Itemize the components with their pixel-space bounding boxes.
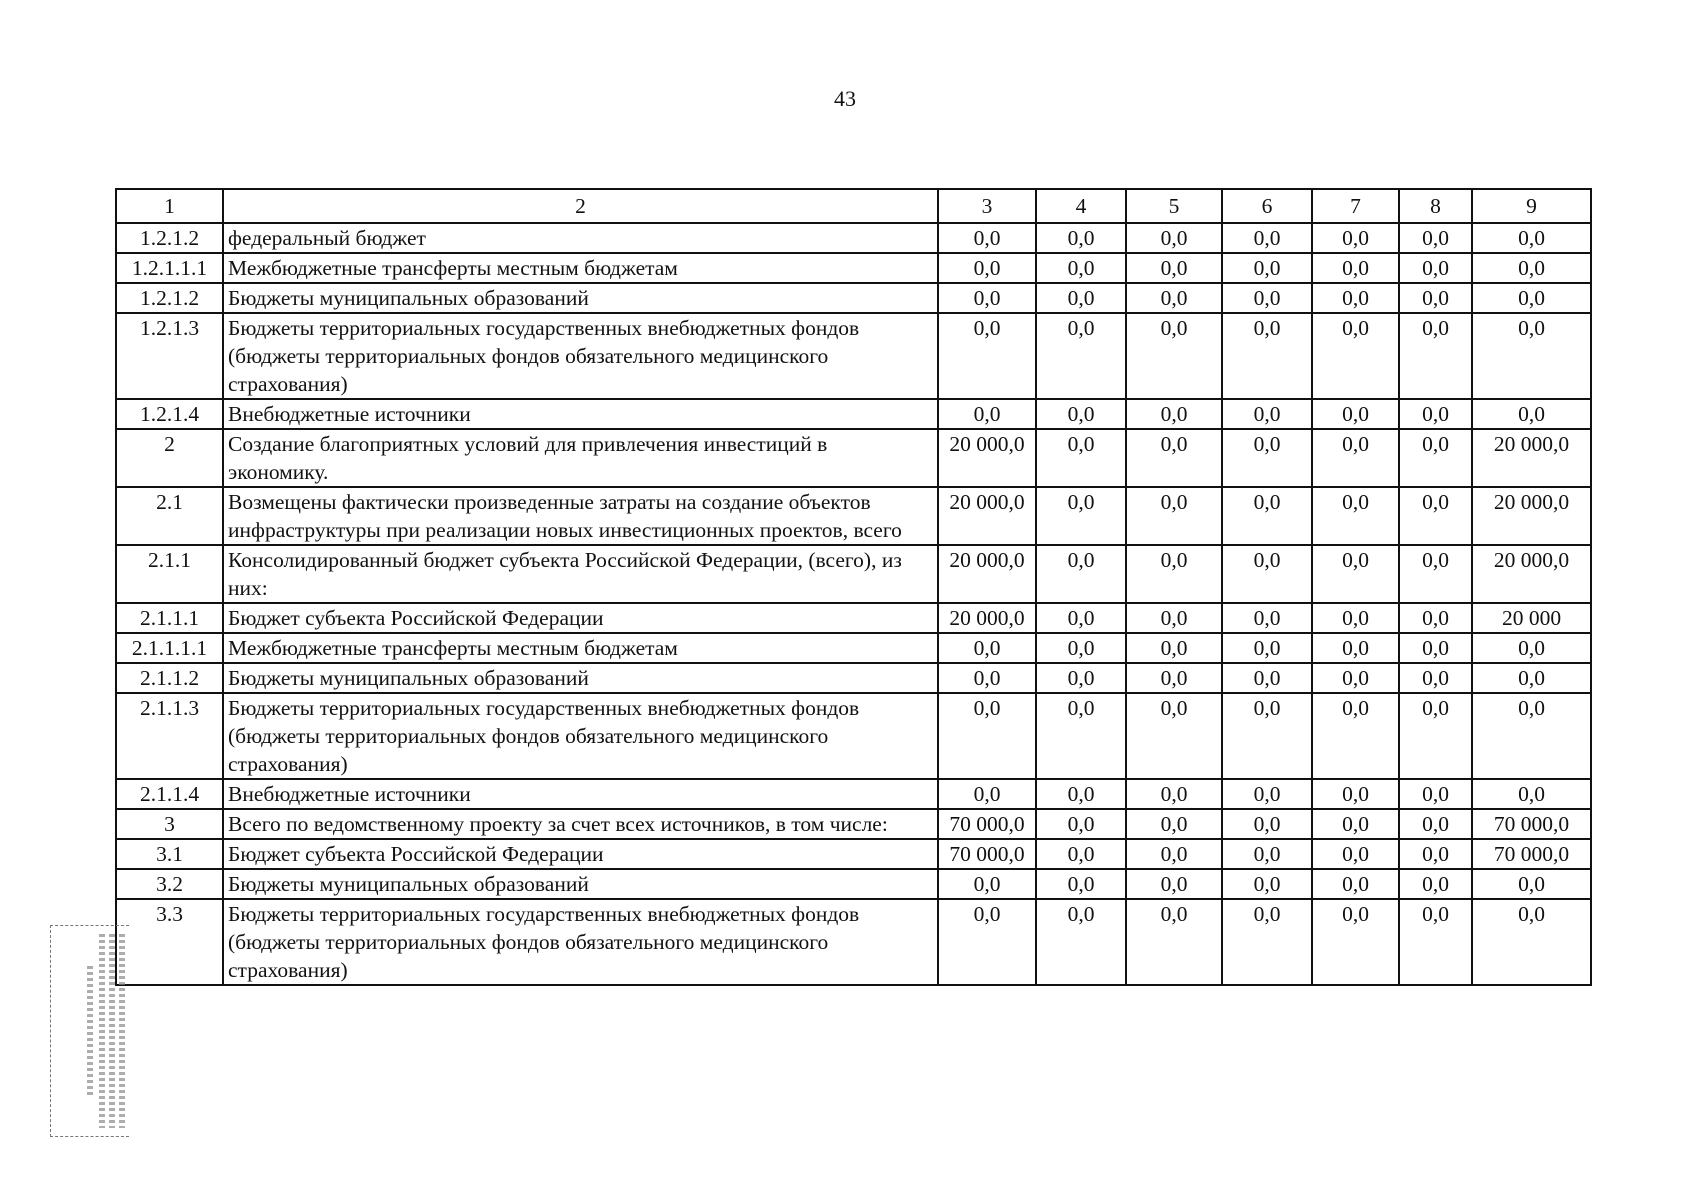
row-value-cell: 0,0 xyxy=(1126,487,1222,545)
row-value-cell: 0,0 xyxy=(1222,633,1312,663)
row-value-cell: 0,0 xyxy=(938,779,1036,809)
row-value-cell: 0,0 xyxy=(1472,899,1591,985)
row-value-cell: 0,0 xyxy=(1312,283,1399,313)
row-value-cell: 0,0 xyxy=(1222,899,1312,985)
table-row xyxy=(116,633,1591,663)
row-name-cell: Межбюджетные трансферты местным бюджетам xyxy=(223,633,938,663)
row-value-cell: 0,0 xyxy=(1399,839,1472,869)
row-name-cell: федеральный бюджет xyxy=(223,223,938,253)
table-row xyxy=(116,779,1591,809)
table-row xyxy=(116,869,1591,899)
row-value-cell: 20 000 xyxy=(1472,603,1591,633)
row-code-cell: 1.2.1.2 xyxy=(116,283,223,313)
row-value-cell: 0,0 xyxy=(1472,223,1591,253)
row-value-cell: 0,0 xyxy=(1126,839,1222,869)
row-value-cell: 0,0 xyxy=(1399,487,1472,545)
row-value-cell: 0,0 xyxy=(1222,693,1312,779)
table-row xyxy=(116,809,1591,839)
row-value-cell: 0,0 xyxy=(1126,663,1222,693)
table-row xyxy=(116,545,1591,603)
row-value-cell: 0,0 xyxy=(1399,869,1472,899)
row-name-cell: Бюджет субъекта Российской Федерации xyxy=(223,839,938,869)
table-row xyxy=(116,839,1591,869)
row-code-cell: 2.1.1.1.1 xyxy=(116,633,223,663)
row-value-cell: 0,0 xyxy=(1399,429,1472,487)
row-name-cell: Возмещены фактически произведенные затраты на создание объектов инфраструктуры при реализации новых инвестиционных проектов, всего xyxy=(223,487,938,545)
row-value-cell: 0,0 xyxy=(1126,693,1222,779)
table-header-row xyxy=(116,189,1591,223)
table-row xyxy=(116,603,1591,633)
row-value-cell: 0,0 xyxy=(1222,839,1312,869)
row-value-cell: 0,0 xyxy=(1036,869,1126,899)
row-value-cell: 0,0 xyxy=(1222,313,1312,399)
row-value-cell: 0,0 xyxy=(1126,779,1222,809)
row-value-cell: 0,0 xyxy=(1126,223,1222,253)
row-name-cell: Бюджет субъекта Российской Федерации xyxy=(223,603,938,633)
row-value-cell: 70 000,0 xyxy=(938,839,1036,869)
row-name-cell: Консолидированный бюджет субъекта Российской Федерации, (всего), из них: xyxy=(223,545,938,603)
row-name-cell: Бюджеты муниципальных образований xyxy=(223,869,938,899)
row-code-cell: 3.3 xyxy=(116,899,223,985)
row-name-cell: Внебюджетные источники xyxy=(223,399,938,429)
row-value-cell: 0,0 xyxy=(1126,429,1222,487)
row-value-cell: 0,0 xyxy=(1312,223,1399,253)
row-value-cell: 0,0 xyxy=(1312,633,1399,663)
page-number-text: 43 xyxy=(834,86,856,111)
row-value-cell: 0,0 xyxy=(1222,399,1312,429)
row-value-cell: 0,0 xyxy=(1312,313,1399,399)
row-value-cell: 0,0 xyxy=(1399,603,1472,633)
page-number xyxy=(0,86,1698,112)
row-code-cell: 2.1 xyxy=(116,487,223,545)
row-value-cell: 0,0 xyxy=(1036,693,1126,779)
stamp-text-line xyxy=(109,934,115,1128)
header-cell: 5 xyxy=(1126,189,1222,223)
row-value-cell: 0,0 xyxy=(1036,633,1126,663)
row-value-cell: 0,0 xyxy=(1036,283,1126,313)
row-name-cell: Создание благоприятных условий для привлечения инвестиций в экономику. xyxy=(223,429,938,487)
row-value-cell: 0,0 xyxy=(1312,693,1399,779)
row-value-cell: 0,0 xyxy=(1399,545,1472,603)
row-code-cell: 1.2.1.1.1 xyxy=(116,253,223,283)
header-cell: 7 xyxy=(1312,189,1399,223)
table-row xyxy=(116,693,1591,779)
row-value-cell: 0,0 xyxy=(1036,399,1126,429)
row-value-cell: 0,0 xyxy=(1472,253,1591,283)
row-value-cell: 0,0 xyxy=(1222,283,1312,313)
row-value-cell: 20 000,0 xyxy=(938,429,1036,487)
row-value-cell: 0,0 xyxy=(1312,839,1399,869)
row-value-cell: 0,0 xyxy=(1222,223,1312,253)
row-value-cell: 0,0 xyxy=(1036,899,1126,985)
row-value-cell: 0,0 xyxy=(1312,487,1399,545)
row-value-cell: 0,0 xyxy=(1312,545,1399,603)
row-value-cell: 20 000,0 xyxy=(1472,429,1591,487)
row-value-cell: 0,0 xyxy=(1312,399,1399,429)
row-value-cell: 0,0 xyxy=(1312,899,1399,985)
row-value-cell: 0,0 xyxy=(1126,899,1222,985)
row-value-cell: 0,0 xyxy=(938,399,1036,429)
budget-table xyxy=(115,188,1592,986)
row-value-cell: 0,0 xyxy=(1472,283,1591,313)
row-value-cell: 0,0 xyxy=(1399,899,1472,985)
table-body xyxy=(116,223,1591,985)
table-row xyxy=(116,399,1591,429)
row-value-cell: 0,0 xyxy=(1126,545,1222,603)
header-cell: 4 xyxy=(1036,189,1126,223)
row-value-cell: 0,0 xyxy=(938,663,1036,693)
row-value-cell: 0,0 xyxy=(1126,603,1222,633)
row-value-cell: 0,0 xyxy=(1399,253,1472,283)
row-value-cell: 0,0 xyxy=(1472,779,1591,809)
row-value-cell: 0,0 xyxy=(1036,663,1126,693)
row-value-cell: 20 000,0 xyxy=(938,545,1036,603)
registration-stamp xyxy=(50,925,129,1137)
table-row xyxy=(116,899,1591,985)
row-value-cell: 0,0 xyxy=(1472,633,1591,663)
row-value-cell: 0,0 xyxy=(1036,779,1126,809)
row-value-cell: 0,0 xyxy=(1312,809,1399,839)
row-value-cell: 20 000,0 xyxy=(938,603,1036,633)
row-code-cell: 3.2 xyxy=(116,869,223,899)
row-value-cell: 0,0 xyxy=(1036,839,1126,869)
row-name-cell: Межбюджетные трансферты местным бюджетам xyxy=(223,253,938,283)
row-value-cell: 20 000,0 xyxy=(938,487,1036,545)
row-value-cell: 0,0 xyxy=(1036,429,1126,487)
row-value-cell: 20 000,0 xyxy=(1472,487,1591,545)
row-value-cell: 0,0 xyxy=(1472,399,1591,429)
row-value-cell: 0,0 xyxy=(938,869,1036,899)
row-value-cell: 0,0 xyxy=(1126,399,1222,429)
row-value-cell: 0,0 xyxy=(1399,223,1472,253)
row-code-cell: 2 xyxy=(116,429,223,487)
row-value-cell: 0,0 xyxy=(938,283,1036,313)
table-row xyxy=(116,487,1591,545)
row-value-cell: 70 000,0 xyxy=(1472,839,1591,869)
header-cell: 1 xyxy=(116,189,223,223)
row-code-cell: 2.1.1.3 xyxy=(116,693,223,779)
row-value-cell: 0,0 xyxy=(1036,223,1126,253)
row-value-cell: 0,0 xyxy=(1222,253,1312,283)
row-value-cell: 0,0 xyxy=(1472,313,1591,399)
row-value-cell: 0,0 xyxy=(1312,779,1399,809)
row-value-cell: 0,0 xyxy=(938,633,1036,663)
row-name-cell: Всего по ведомственному проекту за счет всех источников, в том числе: xyxy=(223,809,938,839)
row-value-cell: 0,0 xyxy=(1222,779,1312,809)
row-value-cell: 0,0 xyxy=(1126,809,1222,839)
row-code-cell: 2.1.1 xyxy=(116,545,223,603)
stamp-text-line xyxy=(119,934,125,1128)
row-code-cell: 2.1.1.4 xyxy=(116,779,223,809)
row-value-cell: 70 000,0 xyxy=(938,809,1036,839)
row-name-cell: Бюджеты территориальных государственных внебюджетных фондов (бюджеты территориальных фондов обязательного медицинского страхования) xyxy=(223,693,938,779)
row-code-cell: 1.2.1.2 xyxy=(116,223,223,253)
row-value-cell: 0,0 xyxy=(1472,869,1591,899)
row-value-cell: 0,0 xyxy=(1126,869,1222,899)
header-cell: 9 xyxy=(1472,189,1591,223)
row-name-cell: Бюджеты муниципальных образований xyxy=(223,283,938,313)
row-value-cell: 0,0 xyxy=(1036,253,1126,283)
row-code-cell: 1.2.1.4 xyxy=(116,399,223,429)
row-value-cell: 0,0 xyxy=(1399,779,1472,809)
row-value-cell: 0,0 xyxy=(1222,429,1312,487)
header-cell: 6 xyxy=(1222,189,1312,223)
row-value-cell: 0,0 xyxy=(1126,283,1222,313)
row-name-cell: Внебюджетные источники xyxy=(223,779,938,809)
table-row xyxy=(116,253,1591,283)
row-value-cell: 0,0 xyxy=(1222,809,1312,839)
row-code-cell: 3 xyxy=(116,809,223,839)
row-value-cell: 0,0 xyxy=(1036,809,1126,839)
row-value-cell: 0,0 xyxy=(1399,663,1472,693)
row-value-cell: 0,0 xyxy=(1312,253,1399,283)
row-code-cell: 1.2.1.3 xyxy=(116,313,223,399)
row-value-cell: 0,0 xyxy=(1222,663,1312,693)
table-row xyxy=(116,223,1591,253)
row-value-cell: 0,0 xyxy=(1222,869,1312,899)
row-value-cell: 0,0 xyxy=(1312,869,1399,899)
row-code-cell: 2.1.1.1 xyxy=(116,603,223,633)
stamp-text-line xyxy=(99,934,105,1128)
row-value-cell: 0,0 xyxy=(938,899,1036,985)
row-value-cell: 0,0 xyxy=(1126,253,1222,283)
header-cell: 3 xyxy=(938,189,1036,223)
row-name-cell: Бюджеты территориальных государственных внебюджетных фондов (бюджеты территориальных фондов обязательного медицинского страхования) xyxy=(223,899,938,985)
row-value-cell: 20 000,0 xyxy=(1472,545,1591,603)
row-code-cell: 2.1.1.2 xyxy=(116,663,223,693)
row-value-cell: 0,0 xyxy=(1126,633,1222,663)
row-value-cell: 0,0 xyxy=(1222,487,1312,545)
row-name-cell: Бюджеты территориальных государственных внебюджетных фондов (бюджеты территориальных фондов обязательного медицинского страхования) xyxy=(223,313,938,399)
row-value-cell: 0,0 xyxy=(1036,487,1126,545)
row-value-cell: 0,0 xyxy=(1036,545,1126,603)
row-value-cell: 0,0 xyxy=(1222,545,1312,603)
row-value-cell: 0,0 xyxy=(1036,603,1126,633)
row-value-cell: 0,0 xyxy=(1399,283,1472,313)
row-code-cell: 3.1 xyxy=(116,839,223,869)
row-value-cell: 0,0 xyxy=(1472,693,1591,779)
row-value-cell: 0,0 xyxy=(938,223,1036,253)
row-value-cell: 0,0 xyxy=(1222,603,1312,633)
row-value-cell: 0,0 xyxy=(1312,663,1399,693)
table-row xyxy=(116,313,1591,399)
row-value-cell: 0,0 xyxy=(1399,399,1472,429)
row-name-cell: Бюджеты муниципальных образований xyxy=(223,663,938,693)
table-row xyxy=(116,283,1591,313)
table-row xyxy=(116,429,1591,487)
table-row xyxy=(116,663,1591,693)
header-cell: 8 xyxy=(1399,189,1472,223)
row-value-cell: 0,0 xyxy=(1126,313,1222,399)
row-value-cell: 0,0 xyxy=(1312,603,1399,633)
row-value-cell: 0,0 xyxy=(938,693,1036,779)
header-cell: 2 xyxy=(223,189,938,223)
row-value-cell: 0,0 xyxy=(1312,429,1399,487)
row-value-cell: 0,0 xyxy=(1036,313,1126,399)
row-value-cell: 0,0 xyxy=(938,253,1036,283)
row-value-cell: 0,0 xyxy=(1399,313,1472,399)
row-value-cell: 0,0 xyxy=(1399,633,1472,663)
row-value-cell: 0,0 xyxy=(1399,809,1472,839)
stamp-text-line xyxy=(87,966,93,1096)
row-value-cell: 0,0 xyxy=(1399,693,1472,779)
row-value-cell: 0,0 xyxy=(1472,663,1591,693)
row-value-cell: 0,0 xyxy=(938,313,1036,399)
row-value-cell: 70 000,0 xyxy=(1472,809,1591,839)
